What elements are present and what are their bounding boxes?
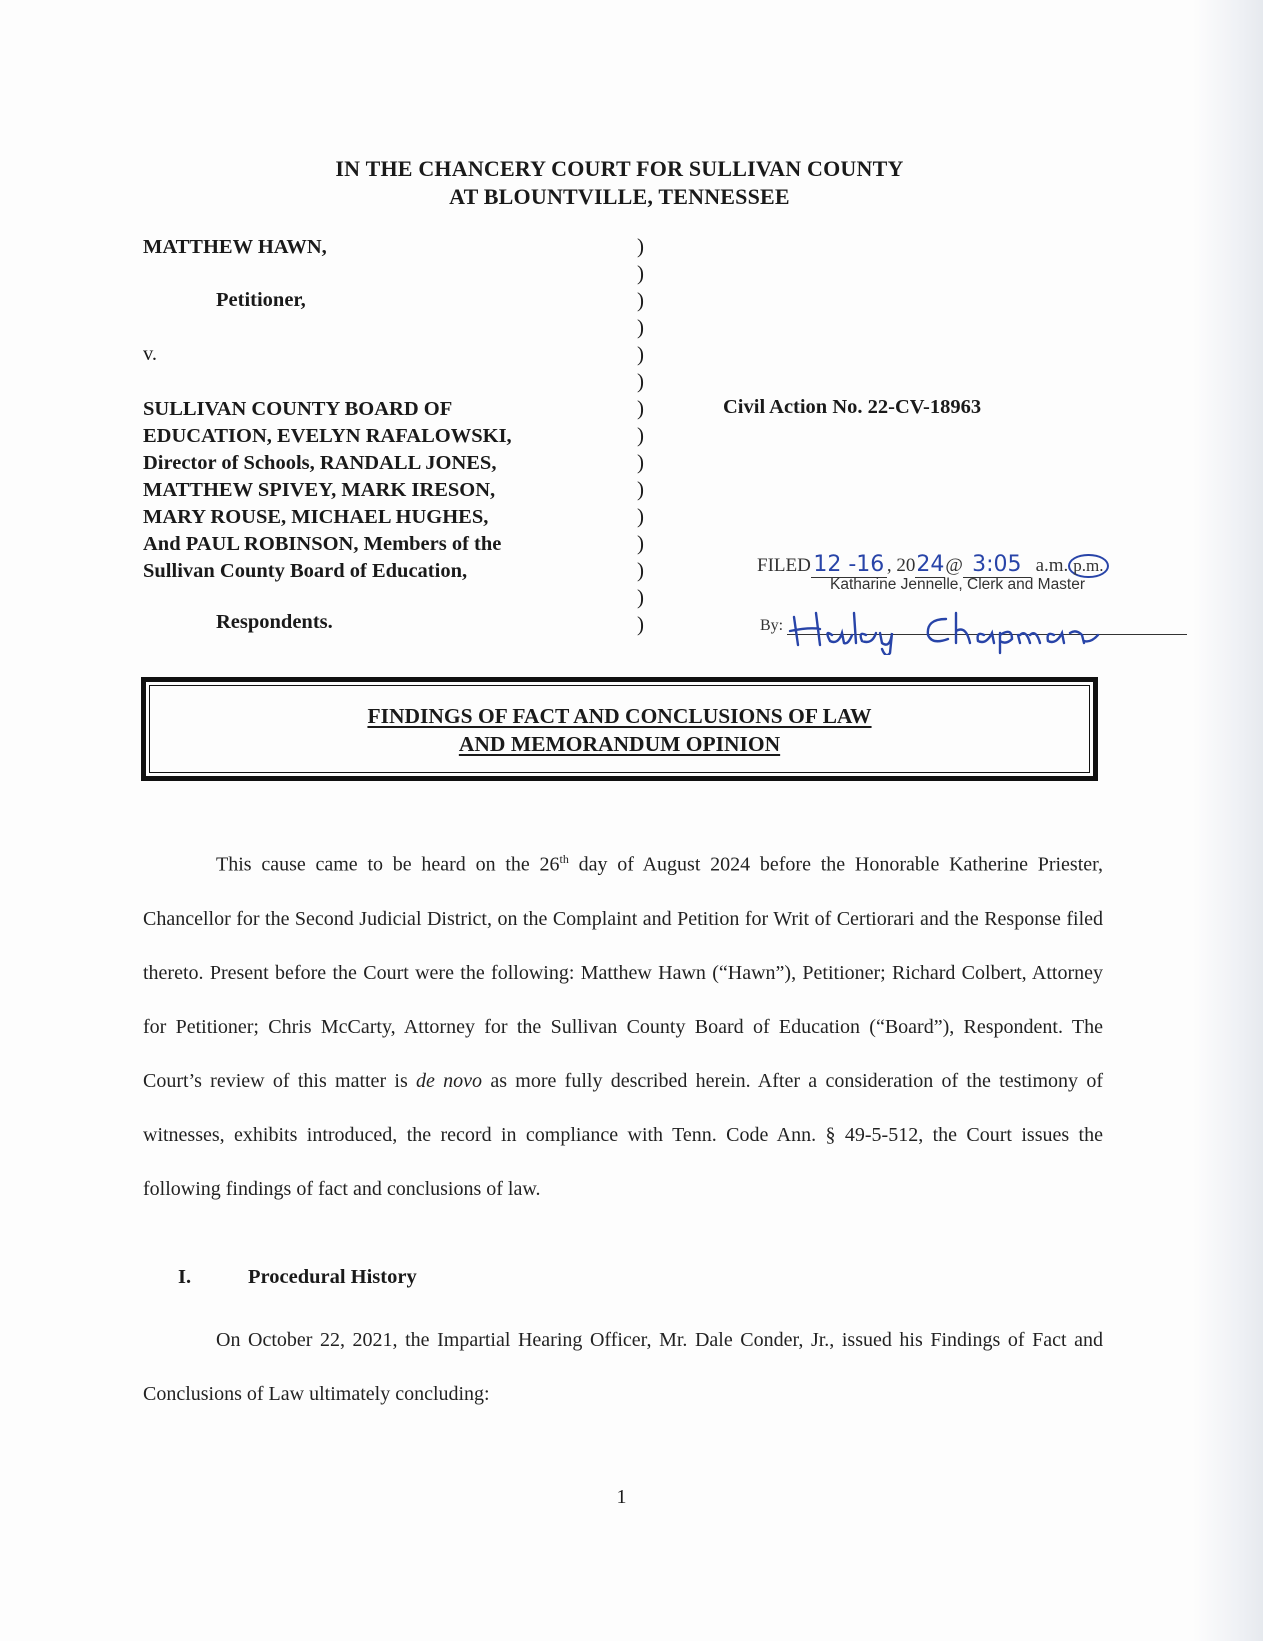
page-number: 1	[616, 1486, 627, 1508]
respondent-line: SULLIVAN COUNTY BOARD OF	[143, 398, 453, 420]
paren: )	[637, 234, 644, 258]
respondent-line: Sullivan County Board of Education,	[143, 560, 468, 582]
paren: )	[637, 315, 644, 339]
paragraph-procedural: On October 22, 2021, the Impartial Hearing Officer, Mr. Dale Conder, Jr., issued his Findings of Fact and Conclusions of Law ultimately concluding:	[143, 1329, 1103, 1405]
handwritten-signature	[786, 605, 1106, 655]
section-heading	[178, 1266, 417, 1289]
filed-date: 12 -16	[813, 552, 885, 577]
paren: )	[637, 531, 644, 555]
paren: )	[637, 477, 644, 501]
filed-at: @	[945, 555, 963, 576]
paren: )	[637, 261, 644, 285]
court-name-line1: IN THE CHANCERY COURT FOR SULLIVAN COUNTY	[335, 156, 904, 181]
respondent-list	[143, 396, 613, 585]
para1-part-c: as more fully described herein. After a consideration of the testimony of witnesses, exhibits introduced, the record in compliance with Tenn. Code Ann. § 49-5-512, the Court issues the following findings of fact and conclusions of law.	[143, 1069, 1103, 1200]
petitioner-name: MATTHEW HAWN,	[143, 236, 327, 258]
document-title-line2: AND MEMORANDUM OPINION	[458, 732, 781, 756]
paren: )	[637, 612, 644, 636]
para1-part-b: day of August 2024 before the Honorable Katherine Priester, Chancellor for the Second Judicial District, on the Complaint and Petition for Writ of Certiorari and the Response filed thereto. Present before the Court were the following: Matthew Hawn (“Hawn”), Petitioner; Richard Colbert, Attorney for Petitioner; Chris McCarty, Attorney for the Sullivan County Board of Education (“Board”), Respondent. The Court’s review of this matter is	[143, 853, 1103, 1092]
filed-stamp	[757, 552, 1109, 578]
caption-parentheses	[637, 233, 657, 638]
clerk-name: Katharine Jennelle, Clerk and Master	[830, 576, 1086, 593]
document-title-box	[141, 677, 1098, 781]
am-label: a.m.	[1035, 555, 1069, 576]
filed-time: 3:05	[972, 552, 1022, 577]
respondent-line: MATTHEW SPIVEY, MARK IRESON,	[143, 479, 496, 501]
respondent-role: Respondents.	[216, 611, 333, 633]
ordinal-suffix: th	[559, 852, 569, 866]
paren: )	[637, 396, 644, 420]
paren: )	[637, 504, 644, 528]
versus: v.	[143, 343, 158, 365]
section-number: I.	[178, 1266, 192, 1288]
paren: )	[637, 558, 644, 582]
court-name-line2: AT BLOUNTVILLE, TENNESSEE	[449, 184, 790, 209]
filed-label: FILED	[757, 555, 811, 576]
paren: )	[637, 369, 644, 393]
para1-part-a: This cause came to be heard on the 26	[216, 853, 560, 876]
pm-circled: p.m.	[1068, 554, 1108, 578]
paren: )	[637, 342, 644, 366]
respondent-line: Director of Schools, RANDALL JONES,	[143, 452, 497, 474]
para1-italic: de novo	[416, 1069, 483, 1092]
paren: )	[637, 288, 644, 312]
respondent-line: EDUCATION, EVELYN RAFALOWSKI,	[143, 425, 512, 447]
respondent-line: MARY ROUSE, MICHAEL HUGHES,	[143, 506, 489, 528]
paren: )	[637, 423, 644, 447]
paragraph-introduction	[143, 832, 1103, 1216]
document-title-line1: FINDINGS OF FACT AND CONCLUSIONS OF LAW	[367, 704, 872, 728]
by-label: By:	[760, 617, 784, 634]
scan-edge-shadow	[1193, 0, 1263, 1641]
paren: )	[637, 585, 644, 609]
section-title: Procedural History	[248, 1266, 417, 1288]
civil-action-number: Civil Action No. 22-CV-18963	[723, 396, 982, 418]
filed-year: 24	[916, 552, 945, 577]
filed-year-prefix: , 20	[886, 555, 916, 576]
paren: )	[637, 450, 644, 474]
respondent-line: And PAUL ROBINSON, Members of the	[143, 533, 502, 555]
petitioner-role: Petitioner,	[216, 289, 306, 311]
